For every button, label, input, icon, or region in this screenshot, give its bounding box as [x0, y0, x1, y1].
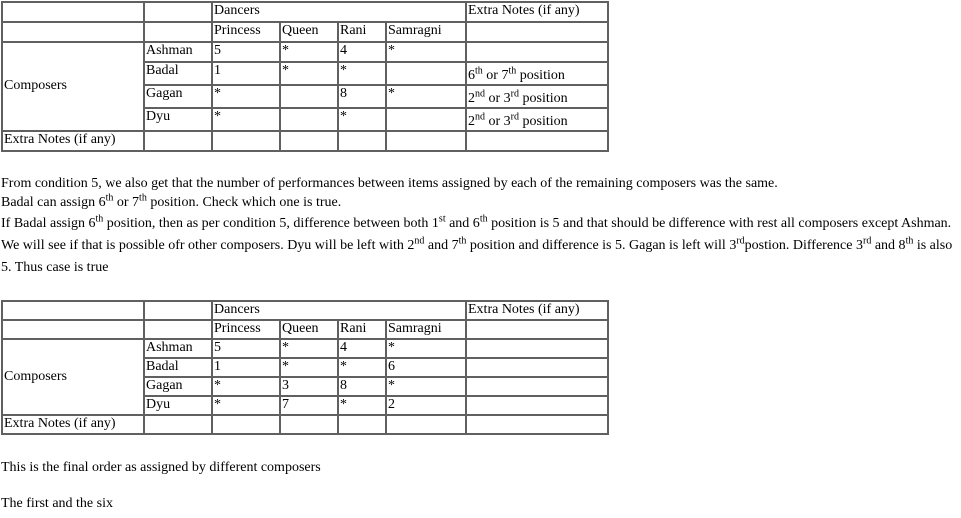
composer-name: Gagan — [144, 377, 212, 396]
final-order-text: This is the final order as assigned by different composers — [1, 460, 321, 475]
blank-cell — [144, 320, 212, 339]
dancer-header: Rani — [338, 22, 386, 42]
paragraph: From condition 5, we also get that the number of performances between items assigned by each of the remaining composers was the same. — [1, 176, 778, 191]
blank-cell — [2, 2, 144, 22]
note-cell — [466, 377, 608, 396]
table-cell: 6 — [386, 358, 466, 377]
table-cell: * — [280, 62, 338, 85]
composers-label: Composers — [2, 42, 144, 131]
blank-cell — [144, 131, 212, 151]
table-row — [2, 42, 608, 62]
blank-cell — [2, 22, 144, 42]
table-cell: * — [386, 339, 466, 358]
table-cell: * — [386, 42, 466, 62]
composer-name: Badal — [144, 358, 212, 377]
table-cell: 5 — [212, 339, 280, 358]
note-cell — [466, 396, 608, 415]
table-cell — [386, 108, 466, 131]
blank-cell — [386, 131, 466, 151]
table-cell: 8 — [338, 85, 386, 108]
table-cell — [280, 85, 338, 108]
table-cell: 1 — [212, 62, 280, 85]
blank-cell — [466, 415, 608, 434]
note-cell: 2nd or 3rd position — [466, 108, 608, 131]
table-cell — [280, 108, 338, 131]
dancer-header: Queen — [280, 320, 338, 339]
blank-cell — [212, 131, 280, 151]
extra-notes-header: Extra Notes (if any) — [466, 2, 608, 22]
table-cell: * — [212, 108, 280, 131]
table-cell: 4 — [338, 339, 386, 358]
note-cell: 2nd or 3rd position — [466, 85, 608, 108]
blank-cell — [2, 320, 144, 339]
paragraph: If Badal assign 6th position, then as per condition 5, difference between both 1st and 6th position is 5 and that should be difference with rest all composers except Ashman. We will see if that is possible ofr other composers. Dyu will be left with 2nd and 7th position and difference is 5. Gagan is left will 3rdpostion. Difference 3rd and 8th is also 5. Thus case is true — [1, 213, 953, 275]
blank-cell — [144, 301, 212, 320]
table-cell: 4 — [338, 42, 386, 62]
blank-cell — [144, 22, 212, 42]
assignment-table-initial — [1, 1, 609, 152]
assignment-table-final — [1, 300, 609, 435]
blank-cell — [338, 131, 386, 151]
table-cell: * — [212, 396, 280, 415]
table-cell: * — [212, 377, 280, 396]
table-row — [2, 339, 608, 358]
extra-notes-row-label: Extra Notes (if any) — [2, 131, 144, 151]
table-cell: * — [338, 62, 386, 85]
blank-cell — [466, 22, 608, 42]
table-cell: 5 — [212, 42, 280, 62]
composer-name: Dyu — [144, 396, 212, 415]
dancers-header: Dancers — [212, 301, 466, 320]
composer-name: Ashman — [144, 42, 212, 62]
composer-name: Dyu — [144, 108, 212, 131]
trailing-text: The first and the six — [1, 496, 113, 511]
note-cell — [466, 42, 608, 62]
dancer-header: Princess — [212, 320, 280, 339]
table-cell: * — [338, 358, 386, 377]
table-cell: * — [212, 85, 280, 108]
extra-notes-header: Extra Notes (if any) — [466, 301, 608, 320]
dancer-header: Queen — [280, 22, 338, 42]
blank-cell — [466, 131, 608, 151]
table-cell: 1 — [212, 358, 280, 377]
table-cell: 2 — [386, 396, 466, 415]
table-cell: * — [386, 85, 466, 108]
dancer-header: Princess — [212, 22, 280, 42]
table-cell: * — [338, 108, 386, 131]
blank-cell — [144, 415, 212, 434]
note-cell — [466, 358, 608, 377]
dancer-header: Samragni — [386, 22, 466, 42]
composer-name: Badal — [144, 62, 212, 85]
dancers-header: Dancers — [212, 2, 466, 22]
dancer-header: Rani — [338, 320, 386, 339]
blank-cell — [386, 415, 466, 434]
blank-cell — [2, 301, 144, 320]
table-cell — [386, 62, 466, 85]
table-cell: 3 — [280, 377, 338, 396]
table-cell: * — [280, 339, 338, 358]
blank-cell — [144, 2, 212, 22]
table-cell: * — [338, 396, 386, 415]
table-cell: * — [280, 358, 338, 377]
table-cell: * — [386, 377, 466, 396]
extra-notes-row-label: Extra Notes (if any) — [2, 415, 144, 434]
composer-name: Gagan — [144, 85, 212, 108]
blank-cell — [338, 415, 386, 434]
blank-cell — [212, 415, 280, 434]
explanation-text — [1, 175, 959, 279]
paragraph: Badal can assign 6th or 7th position. Check which one is true. — [1, 192, 342, 210]
table-cell: 7 — [280, 396, 338, 415]
composers-label: Composers — [2, 339, 144, 415]
blank-cell — [280, 131, 338, 151]
composer-name: Ashman — [144, 339, 212, 358]
note-cell — [466, 339, 608, 358]
table-cell: * — [280, 42, 338, 62]
dancer-header: Samragni — [386, 320, 466, 339]
blank-cell — [466, 320, 608, 339]
note-cell: 6th or 7th position — [466, 62, 608, 85]
blank-cell — [280, 415, 338, 434]
table-cell: 8 — [338, 377, 386, 396]
